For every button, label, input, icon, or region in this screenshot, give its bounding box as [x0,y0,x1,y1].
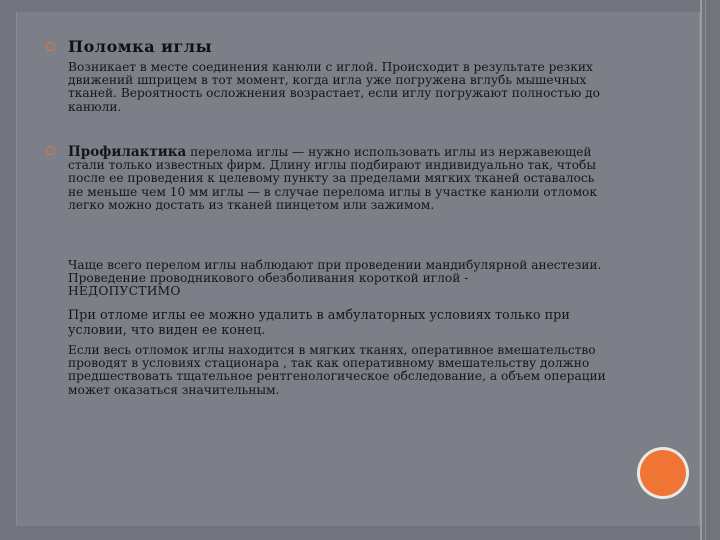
paragraph-2-body: перелома иглы — нужно использовать иглы из нержавеющей стали только известных фирм. Длину иглы подбирают индивидуально так, чтобы после ее проведения к целевому пункту за пределами мягких тканей оставалось не меньше чем 10 мм иглы — в случае перелома иглы в участке канюли отломок легко можно достать из тканей пинцетом или зажимом. [68,145,598,212]
bullet-icon [46,42,55,51]
right-rule-secondary [705,0,706,540]
paragraph-3 [68,259,613,299]
bullet-icon [46,146,55,155]
paragraph-2 [68,146,613,212]
paragraph-2-lead: Профилактика [68,144,187,160]
paragraph-3-emphasis: НЕДОПУСТИМО [68,284,181,299]
right-rule [700,0,702,540]
paragraph-4: При отломе иглы ее можно удалить в амбулаторных условиях только при условии, что виден ее конец. [68,308,570,338]
slide-heading: Поломка иглы [68,37,213,56]
paragraph-1: Возникает в месте соединения канюли с иглой. Происходит в результате резких движений шприцем в тот момент, когда игла уже погружена вглубь мышечных тканей. Вероятность осложнения возрастает, если иглу погружают полностью до канюли. [68,60,600,114]
orange-circle-decoration [640,450,686,496]
paragraph-5: Если весь отломок иглы находится в мягких тканях, оперативное вмешательство проводят в условиях стационара , так как оперативному вмешательству должно предшествовать тщательное рентгенологическое обследование, а объем операции может оказаться значительным. [68,343,606,397]
paragraph-3-body: Чаще всего перелом иглы наблюдают при проведении мандибулярной анестезии. Проведение проводникового обезболивания короткой иглой - [68,258,602,286]
